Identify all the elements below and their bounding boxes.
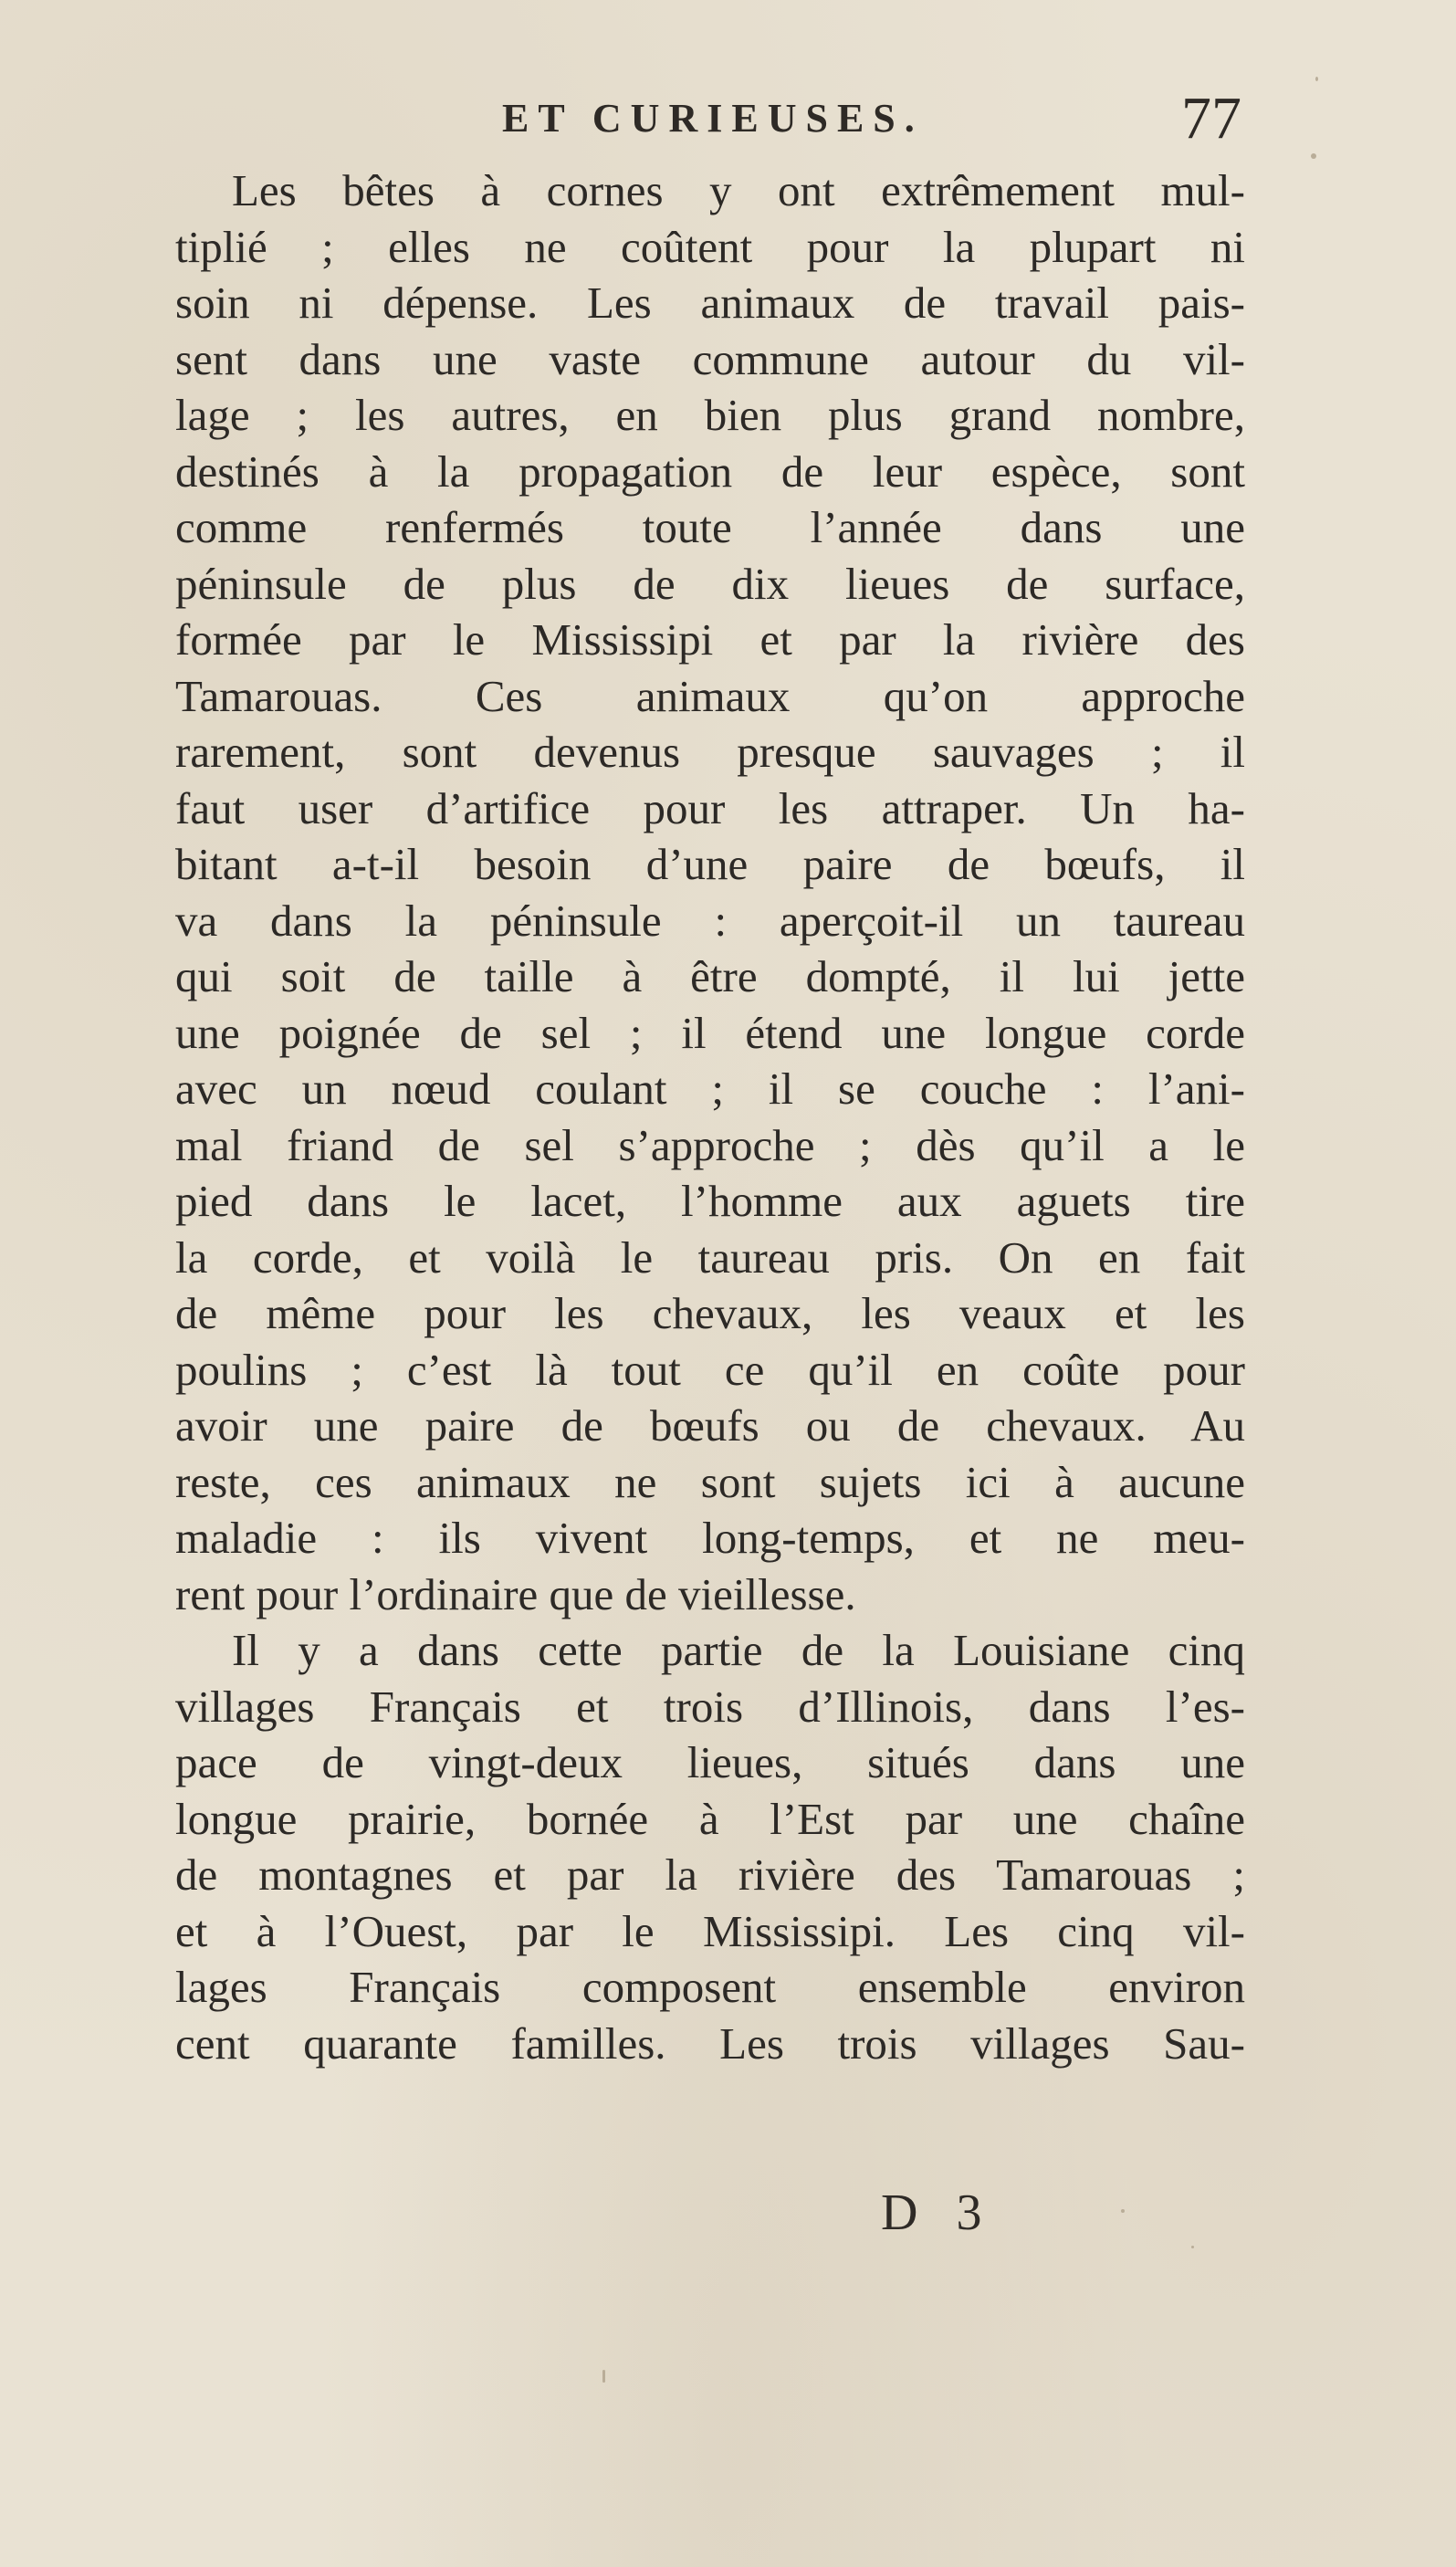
text-line: va dans la péninsule : aperçoit-il un taureau [175,895,1245,946]
text-line: avoir une paire de bœufs ou de chevaux. Au [175,1400,1245,1451]
signature-mark: D 3 [881,2185,995,2241]
page-header [183,85,1241,162]
text-line: rent pour l’ordinaire que de vieillesse. [175,1568,856,1619]
text-line: lages Français composent ensemble environ [175,1962,1245,2012]
text-line: villages Français et trois d’Illinois, dans l’es- [175,1681,1245,1732]
text-line: et à l’Ouest, par le Mississipi. Les cinq vil- [175,1905,1245,1956]
text-line: de montagnes et par la rivière des Tamarouas ; [175,1849,1245,1900]
text-line: formée par le Mississipi et par la rivière des [175,614,1245,665]
paper-speck [1311,153,1316,159]
text-line: qui soit de taille à être dompté, il lui jette [175,951,1245,1001]
page-number: 77 [1181,85,1241,152]
text-line: destinés à la propagation de leur espèce, sont [175,445,1245,497]
text-line: rarement, sont devenus presque sauvages ; il [175,727,1245,777]
text-line: poulins ; c’est là tout ce qu’il en coûte pour [175,1344,1245,1395]
text-line: péninsule de plus de dix lieues de surface, [175,558,1245,609]
paper-speck [1315,77,1318,81]
text-line: Tamarouas. Ces animaux qu’on approche [175,670,1245,721]
text-line: reste, ces animaux ne sont sujets ici à aucune [175,1456,1245,1507]
text-line: une poignée de sel ; il étend une longue corde [175,1007,1245,1058]
text-line: comme renfermés toute l’année dans une [175,502,1245,552]
text-line: pace de vingt-deux lieues, situés dans une [175,1737,1245,1787]
text-line: tiplié ; elles ne coûtent pour la plupart ni [175,221,1245,272]
running-head: ET CURIEUSES. [502,96,924,141]
paper-speck [602,2370,605,2383]
text-line: Il y a dans cette partie de la Louisiane cinq [232,1625,1245,1675]
text-line: avec un nœud coulant ; il se couche : l’ani- [175,1063,1245,1114]
text-line: lage ; les autres, en bien plus grand nombre, [175,390,1245,440]
body-text [175,162,1245,2071]
text-line: sent dans une vaste commune autour du vil- [175,333,1245,384]
text-line: maladie : ils vivent long-temps, et ne meu- [175,1513,1245,1563]
text-line: cent quarante familles. Les trois villages Sau- [175,2017,1245,2069]
text-line: pied dans le lacet, l’homme aux aguets tire [175,1176,1245,1226]
text-line: de même pour les chevaux, les veaux et les [175,1288,1245,1338]
text-line: soin ni dépense. Les animaux de travail pais- [175,278,1245,328]
paper-speck [1121,2209,1125,2213]
paper-speck [1191,2246,1194,2248]
text-line: bitant a-t-il besoin d’une paire de bœufs, il [175,839,1245,889]
text-line: Les bêtes à cornes y ont extrêmement mul- [232,165,1245,215]
text-line: faut user d’artifice pour les attraper. Un ha- [175,782,1245,833]
text-line: longue prairie, bornée à l’Est par une chaîne [175,1793,1245,1844]
text-line: la corde, et voilà le taureau pris. On en fait [175,1231,1245,1283]
text-line: mal friand de sel s’approche ; dès qu’il a le [175,1119,1245,1170]
